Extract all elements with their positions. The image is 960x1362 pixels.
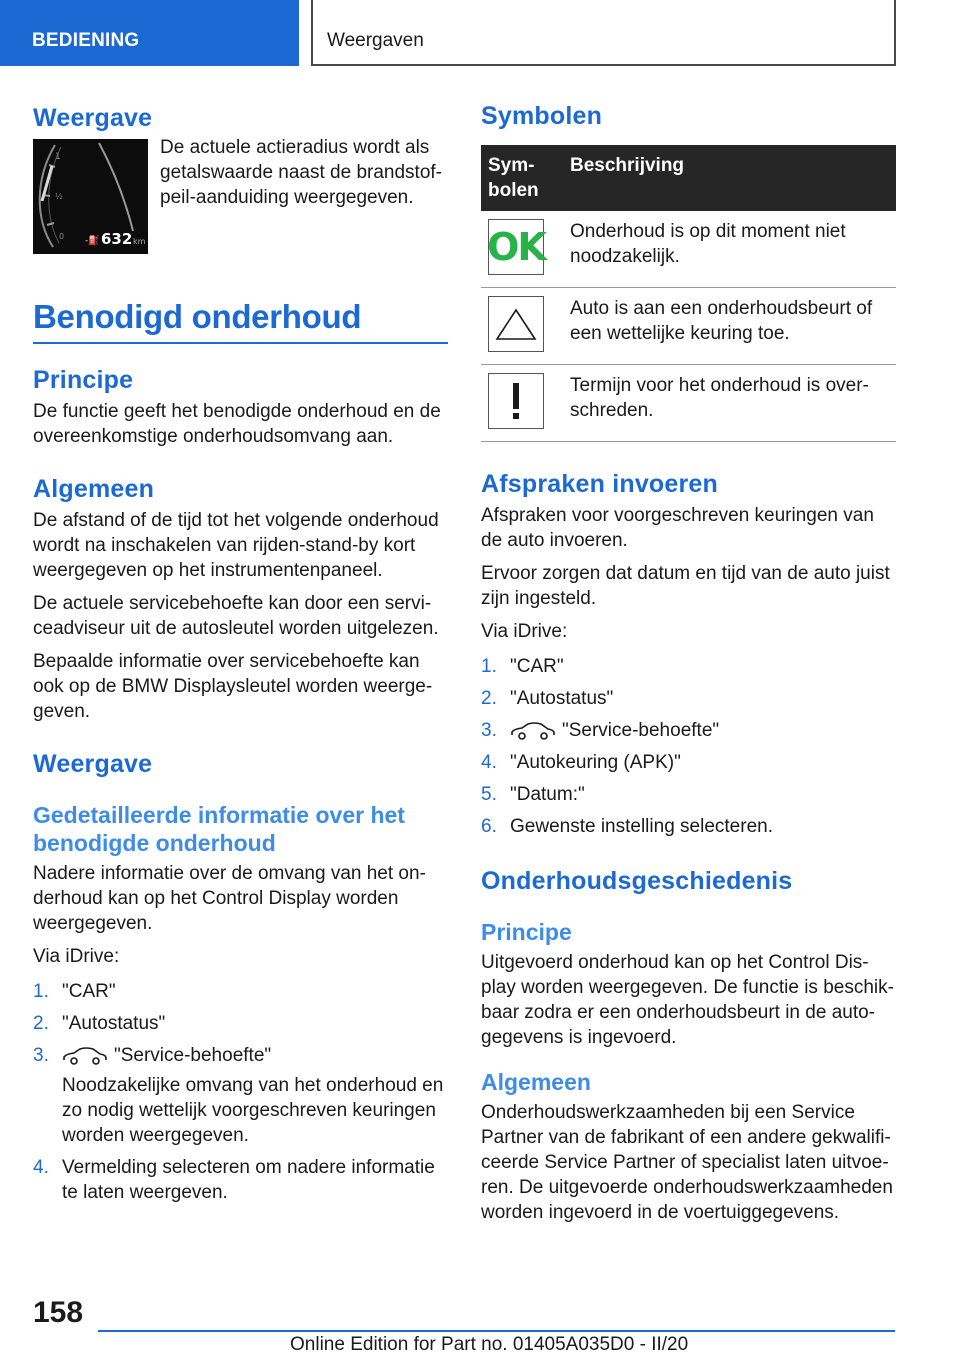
- list-item: 3. "Service-behoefte": [481, 720, 720, 741]
- list-item: 1. "CAR": [481, 656, 564, 677]
- page-header: [0, 0, 960, 66]
- table-row: Auto is aan een onderhoudsbeurt of een wettelijke keuring toe.: [481, 288, 896, 365]
- ok-icon: OK: [488, 219, 544, 275]
- list-item: 2. "Autostatus": [481, 688, 614, 709]
- benodigd-onderhoud-heading: Benodigd onderhoud: [33, 298, 448, 344]
- footer-divider: [98, 1330, 895, 1332]
- table-header-symbols: Sym-bolen: [481, 145, 563, 211]
- algemeen2-heading: Algemeen: [481, 1069, 591, 1096]
- principe2-heading: Principe: [481, 919, 572, 945]
- page-number: 158: [33, 1296, 84, 1329]
- algemeen-text-3: Bepaalde informatie over servicebehoefte kan ook op de BMW Displaysleutel worden weerge-geven.: [33, 651, 433, 722]
- left-column: [33, 100, 448, 1213]
- principe-heading: Principe: [33, 366, 134, 394]
- table-row: Termijn voor het onderhoud is over-schreden.: [481, 365, 896, 442]
- symbols-table: [481, 145, 896, 442]
- list-item: 5. "Datum:": [481, 784, 585, 805]
- left-steps-list: [33, 979, 448, 1205]
- principe-text: De functie geeft het benodigde onderhoud en de overeenkomstige onderhoudsomvang aan.: [33, 401, 441, 447]
- via-idrive-right: Via iDrive:: [481, 621, 568, 642]
- table-header-description: Beschrijving: [563, 145, 896, 211]
- afspraken-text-2: Ervoor zorgen dat datum en tijd van de auto juist zijn ingesteld.: [481, 563, 890, 609]
- weergave2-heading: Weergave: [33, 750, 153, 778]
- list-item: 2. "Autostatus": [33, 1013, 166, 1035]
- table-row: OK Onderhoud is op dit moment niet noodzakelijk.: [481, 211, 896, 288]
- via-idrive-left: Via iDrive:: [33, 946, 120, 968]
- cluster-km-unit: km: [133, 237, 146, 246]
- algemeen-heading: Algemeen: [33, 475, 155, 503]
- right-steps-list: [481, 654, 896, 839]
- afspraken-heading: Afspraken invoeren: [481, 470, 719, 498]
- gedetailleerd-heading: Gedetailleerde informatie over het benodigde onderhoud: [33, 802, 405, 857]
- step-3-subtext: Noodzakelijke omvang van het onderhoud en zo nodig wettelijk voorgeschreven keuringen worden weergegeven.: [62, 1075, 444, 1147]
- car-icon: [62, 1046, 108, 1066]
- instrument-cluster-image: [33, 139, 148, 254]
- exclamation-icon: [488, 373, 544, 429]
- right-column: [481, 100, 896, 1233]
- list-item: 6. Gewenste instelling selecteren.: [481, 816, 773, 837]
- list-item: 4. "Autokeuring (APK)": [481, 752, 681, 773]
- table-header-row: [481, 145, 896, 211]
- chapter-title: Weergaven: [311, 0, 896, 66]
- svg-text:½: ½: [55, 192, 63, 201]
- principe2-text: Uitgevoerd onderhoud kan op het Control Dis-play worden weergegeven. De functie is beschik-baar zodra er een onderhoudsbeurt in de auto-gegevens is ingevoerd.: [481, 952, 894, 1049]
- list-item: 3. "Service-behoefte" Noodzakelijke omvang van het onderhoud en zo nodig wettelijk voorgeschreven keuringen worden weergegeven.: [33, 1043, 448, 1148]
- list-item: 1. "CAR": [33, 981, 116, 1003]
- cluster-km-value: 632: [101, 230, 133, 248]
- warning-triangle-icon: [488, 296, 544, 352]
- edition-text: Online Edition for Part no. 01405A035D0 - II/20: [290, 1334, 689, 1355]
- svg-text:-⛽: -⛽: [85, 236, 100, 246]
- gedetailleerd-text: Nadere informatie over de omvang van het on-derhoud kan op het Control Display worden weergegeven.: [33, 863, 426, 935]
- algemeen-text-1: De afstand of de tijd tot het volgende onderhoud wordt na inschakelen van rijden-stand-by kort weergegeven op het instrumentenpaneel.: [33, 510, 439, 581]
- algemeen-text-2: De actuele servicebehoefte kan door een servi-ceadviseur uit de autosleutel worden uitgelezen.: [33, 593, 439, 639]
- onderhoudsgeschiedenis-heading: Onderhoudsgeschiedenis: [481, 867, 793, 895]
- car-icon: [510, 721, 556, 741]
- section-tab: BEDIENING: [0, 0, 299, 66]
- weergave-text: De actuele actieradius wordt als getalswaarde naast de brandstof-peil-aanduiding weergegeven.: [160, 137, 443, 208]
- weergave-heading: Weergave: [33, 104, 153, 132]
- afspraken-text-1: Afspraken voor voorgeschreven keuringen van de auto invoeren.: [481, 505, 874, 551]
- list-item: 4. Vermelding selecteren om nadere informatie te laten weergeven.: [33, 1157, 435, 1204]
- symbolen-heading: Symbolen: [481, 102, 603, 130]
- svg-text:0: 0: [59, 232, 65, 241]
- svg-text:1: 1: [55, 152, 61, 162]
- weergave-block: [33, 139, 448, 254]
- algemeen2-text: Onderhoudswerkzaamheden bij een Service Partner van de fabrikant of een andere gekwalifi-ceerde Service Partner of specialist laten uitvoe-ren. De uitgevoerde onderhoudswerkzaamheden worden ingevoerd in de voertuiggegevens.: [481, 1102, 893, 1224]
